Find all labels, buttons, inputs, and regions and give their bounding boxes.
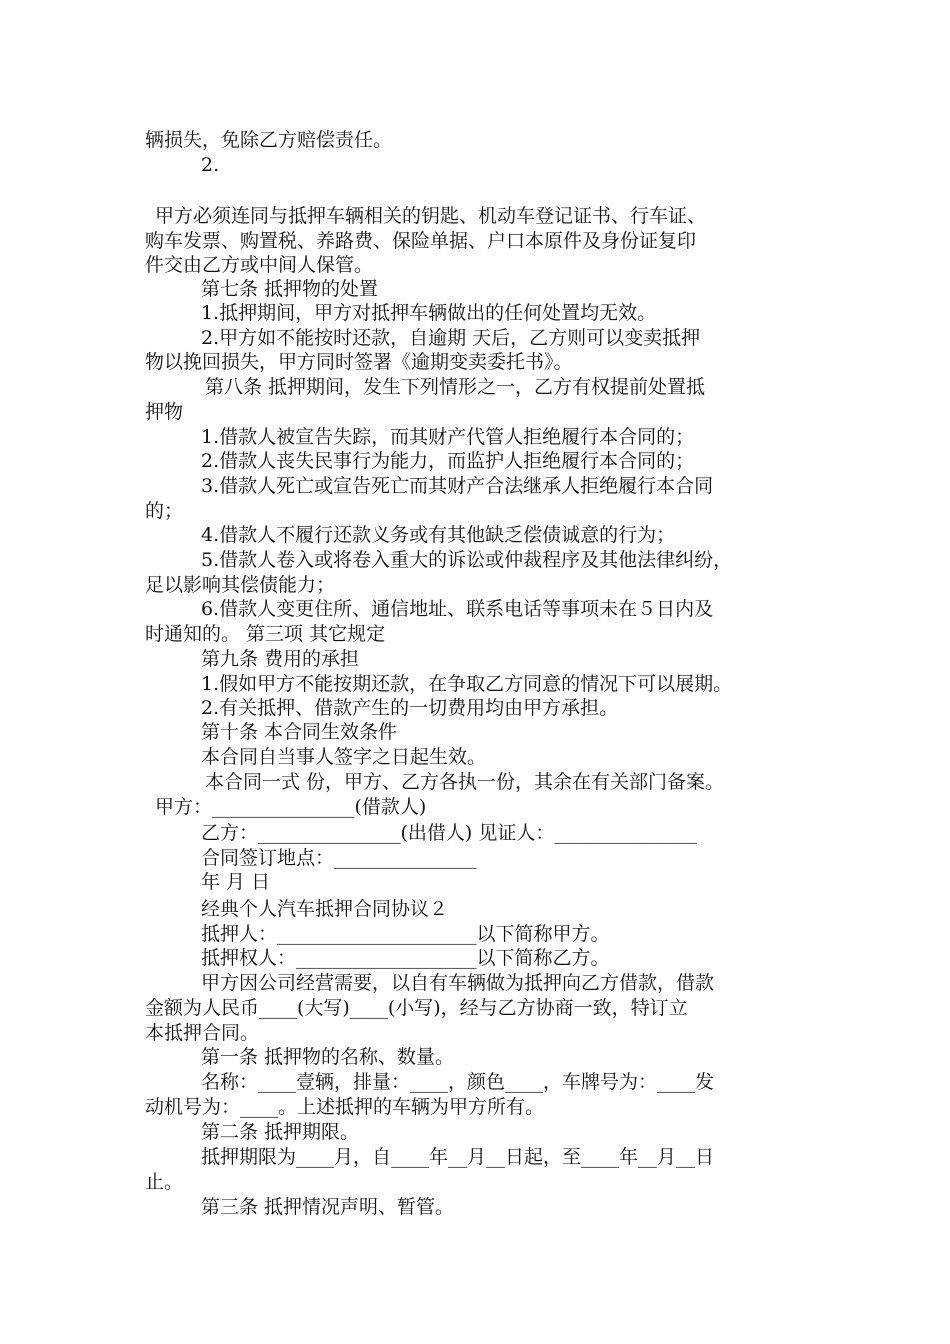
text-line: 2.借款人丧失民事行为能力，而监护人拒绝履行本合同的； [201, 450, 695, 472]
section-heading: 第十条 本合同生效条件 [201, 721, 398, 743]
text-line: 金额为人民币____(大写)____(小写)，经与乙方协商一致，特订立 [145, 997, 688, 1019]
text-line: 动机号为：____。上述抵押的车辆为甲方所有。 [145, 1096, 545, 1118]
text-line: 1.借款人被宣告失踪，而其财产代管人拒绝履行本合同的； [201, 426, 695, 448]
text-line: 本合同一式 份，甲方、乙方各执一份，其余在有关部门备案。 [205, 771, 725, 793]
text-line: 3.借款人死亡或宣告死亡而其财产合法继承人拒绝履行本合同 [201, 475, 714, 497]
text-line: 物以挽回损失，甲方同时签署《逾期变卖委托书》。 [145, 351, 573, 373]
text-line: 抵押期限为____月，自____年__月__日起，至____年__月__日 [201, 1146, 715, 1168]
text-line: 足以影响其偿债能力； [145, 574, 336, 596]
signing-place-line: 合同签订地点：_______________ [201, 847, 477, 869]
mortgagor-line: 抵押人：_____________________以下简称甲方。 [201, 923, 610, 945]
text-line: 甲方必须连同与抵押车辆相关的钥匙、机动车登记证书、行车证、 [155, 205, 707, 227]
text-line: 4.借款人不履行还款义务或有其他缺乏偿债诚意的行为； [201, 524, 676, 546]
list-number: 2. [201, 154, 220, 176]
text-line: 押物 [145, 401, 184, 423]
text-line: 6.借款人变更住所、通信地址、联系电话等事项未在５日内及 [201, 598, 714, 620]
signature-line-party-a: 甲方：_______________(借款人) [155, 796, 427, 818]
text-line: 购车发票、购置税、养路费、保险单据、户口本原件及身份证复印 [145, 230, 697, 252]
mortgagee-line: 抵押权人：___________________以下简称乙方。 [201, 947, 610, 969]
text-line: 辆损失，免除乙方赔偿责任。 [145, 129, 393, 151]
text-line: 2.甲方如不能按时还款，自逾期 天后，乙方则可以变卖抵押 [201, 327, 701, 349]
text-line: 时通知的。 第三项 其它规定 [145, 623, 386, 645]
text-line: 止。 [145, 1171, 184, 1193]
section-heading: 第一条 抵押物的名称、数量。 [201, 1046, 455, 1068]
section-heading: 第七条 抵押物的处置 [201, 278, 379, 300]
date-line: 年 月 日 [201, 871, 271, 893]
text-line: 5.借款人卷入或将卷入重大的诉讼或仲裁程序及其他法律纠纷， [201, 549, 733, 571]
text-line: 2.有关抵押、借款产生的一切费用均由甲方承担。 [201, 697, 619, 719]
text-line: 本合同自当事人签字之日起生效。 [201, 746, 487, 768]
text-line: 本抵押合同。 [145, 1022, 260, 1044]
text-line: 件交由乙方或中间人保管。 [145, 254, 374, 276]
document-title: 经典个人汽车抵押合同协议２ [201, 898, 449, 920]
signature-line-party-b: 乙方：_______________(出借人) 见证人：_______________ [201, 822, 697, 844]
text-line: 甲方因公司经营需要，以自有车辆做为抵押向乙方借款，借款 [201, 972, 715, 994]
text-line: 1.假如甲方不能按期还款，在争取乙方同意的情况下可以展期。 [201, 673, 733, 695]
text-line: 1.抵押期间，甲方对抵押车辆做出的任何处置均无效。 [201, 302, 657, 324]
section-heading: 第九条 费用的承担 [201, 648, 360, 670]
text-line: 的； [145, 500, 184, 522]
section-heading: 第三条 抵押情况声明、暂管。 [201, 1196, 455, 1218]
section-heading: 第八条 抵押期间，发生下列情形之一，乙方有权提前处置抵 [205, 376, 706, 398]
text-line: 名称：____壹辆，排量：____，颜色____，车牌号为：____发 [201, 1071, 715, 1093]
section-heading: 第二条 抵押期限。 [201, 1121, 360, 1143]
